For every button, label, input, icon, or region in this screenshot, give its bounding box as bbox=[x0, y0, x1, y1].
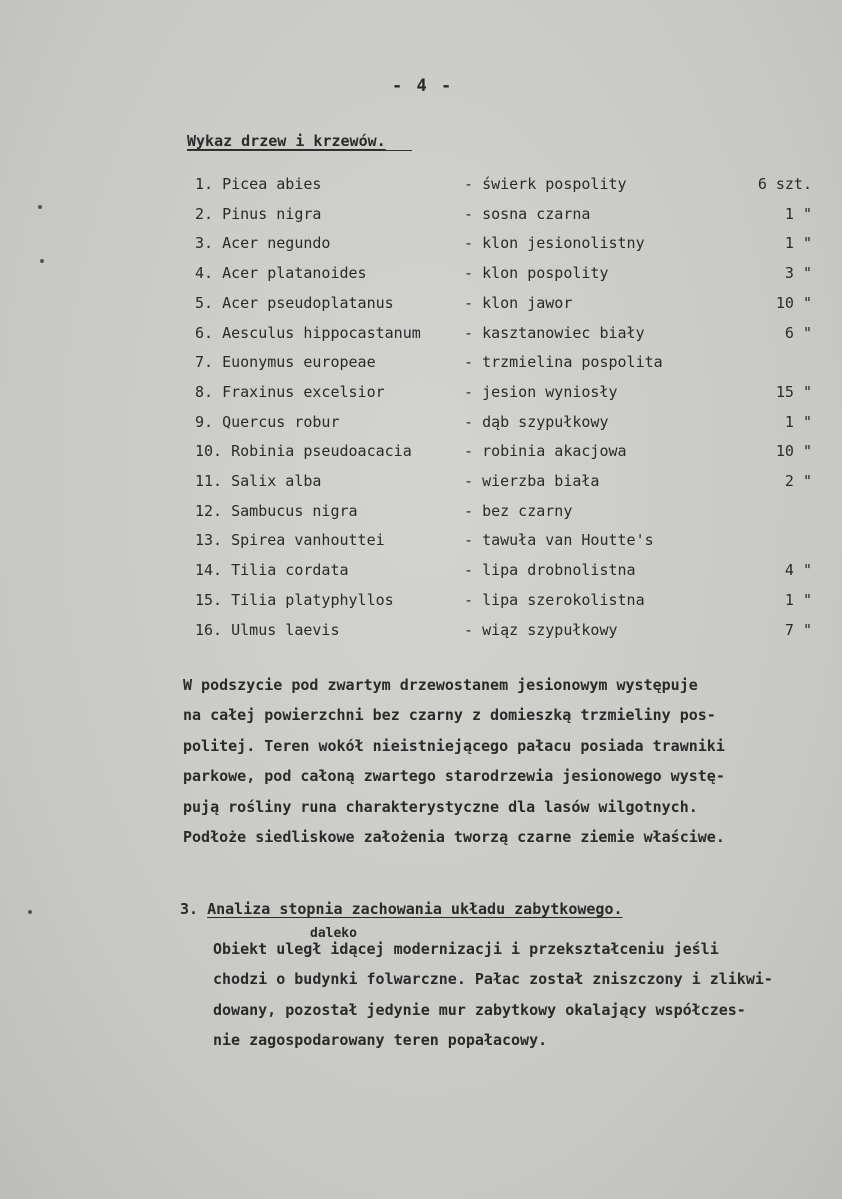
tree-latin-name bbox=[195, 231, 330, 255]
tree-latin-text: Pinus nigra bbox=[222, 204, 322, 223]
tree-count: 10 " bbox=[775, 442, 812, 461]
tree-latin-name bbox=[195, 469, 321, 493]
tree-number: 9. bbox=[195, 412, 214, 431]
trees-list-heading: Wykaz drzew i krzewów. bbox=[187, 132, 412, 151]
tree-row bbox=[0, 410, 842, 434]
tree-number: 14. bbox=[195, 561, 223, 580]
tree-count: 7 " bbox=[784, 620, 812, 639]
tree-polish-text: klon jesionolistny bbox=[482, 234, 645, 253]
tree-number: 2. bbox=[195, 204, 214, 223]
tree-polish-text: klon pospolity bbox=[482, 264, 609, 283]
tree-separator: - bbox=[464, 323, 474, 342]
tree-separator: - bbox=[464, 293, 474, 312]
tree-polish-name bbox=[464, 172, 627, 196]
tree-separator: - bbox=[464, 175, 474, 193]
scan-speck bbox=[38, 205, 42, 209]
tree-row bbox=[0, 558, 842, 582]
tree-separator: - bbox=[464, 620, 474, 639]
tree-latin-text: Tilia cordata bbox=[231, 561, 349, 580]
section-3-heading bbox=[180, 900, 623, 918]
tree-latin-name bbox=[195, 618, 340, 642]
tree-number: 10. bbox=[195, 442, 223, 461]
tree-polish-text: lipa szerokolistna bbox=[482, 590, 645, 609]
tree-row bbox=[0, 528, 842, 552]
tree-count: 2 " bbox=[784, 472, 812, 490]
tree-count: 1 " bbox=[784, 412, 812, 431]
tree-latin-name bbox=[195, 588, 394, 612]
tree-polish-text: wierzba biała bbox=[482, 472, 600, 490]
tree-latin-name bbox=[195, 528, 385, 552]
scan-speck bbox=[40, 259, 44, 263]
tree-row bbox=[0, 350, 842, 374]
paragraph-line: W podszycie pod zwartym drzewostanem jesionowym występuje bbox=[183, 676, 698, 694]
tree-polish-name bbox=[464, 558, 636, 582]
tree-separator: - bbox=[464, 264, 474, 283]
tree-number: 6. bbox=[195, 323, 214, 342]
tree-latin-name bbox=[195, 499, 358, 523]
tree-latin-text: Robinia pseudoacacia bbox=[231, 442, 412, 461]
tree-latin-text: Quercus robur bbox=[222, 412, 340, 431]
tree-latin-name bbox=[195, 380, 385, 404]
tree-separator: - bbox=[464, 353, 474, 372]
paragraph-line: Obiekt uległ idącej modernizacji i przekształceniu jeśli bbox=[213, 940, 719, 958]
tree-count: 1 " bbox=[784, 234, 812, 253]
tree-polish-name bbox=[464, 499, 572, 523]
tree-separator: - bbox=[464, 590, 474, 609]
tree-polish-text: robinia akacjowa bbox=[482, 442, 627, 461]
tree-polish-name bbox=[464, 410, 609, 434]
tree-latin-text: Acer platanoides bbox=[222, 264, 367, 283]
tree-count: 10 " bbox=[775, 293, 812, 312]
tree-latin-text: Acer pseudoplatanus bbox=[222, 293, 394, 312]
tree-polish-text: lipa drobnolistna bbox=[482, 561, 636, 580]
paragraph-line: chodzi o budynki folwarczne. Pałac został zniszczony i zlikwi- bbox=[213, 970, 773, 989]
tree-polish-text: klon jawor bbox=[482, 293, 573, 312]
tree-number: 13. bbox=[195, 531, 223, 550]
tree-separator: - bbox=[464, 442, 474, 461]
tree-polish-name bbox=[464, 291, 572, 315]
tree-row bbox=[0, 202, 842, 226]
tree-count: 15 " bbox=[775, 382, 812, 401]
tree-count: 6 szt. bbox=[757, 175, 812, 193]
tree-latin-name bbox=[195, 202, 321, 226]
tree-separator: - bbox=[464, 472, 474, 490]
page-number: - 4 - bbox=[392, 76, 454, 96]
tree-polish-name bbox=[464, 261, 609, 285]
tree-number: 3. bbox=[195, 234, 214, 253]
tree-latin-text: Tilia platyphyllos bbox=[231, 590, 394, 609]
tree-latin-text: Picea abies bbox=[222, 175, 322, 193]
tree-row bbox=[0, 588, 842, 612]
tree-polish-text: tawuła van Houtte's bbox=[482, 531, 654, 550]
tree-latin-text: Ulmus laevis bbox=[231, 620, 340, 639]
tree-polish-text: bez czarny bbox=[482, 501, 573, 520]
tree-polish-text: świerk pospolity bbox=[482, 175, 627, 193]
undergrowth-paragraph bbox=[183, 670, 808, 852]
tree-latin-name bbox=[195, 410, 340, 434]
tree-count: 1 " bbox=[784, 204, 812, 223]
tree-polish-name bbox=[464, 321, 645, 345]
paragraph-line: parkowe, pod całoną zwartego starodrzewia jesionowego wystę- bbox=[183, 767, 725, 786]
tree-latin-text: Sambucus nigra bbox=[231, 501, 358, 520]
tree-number: 7. bbox=[195, 353, 214, 372]
tree-separator: - bbox=[464, 501, 474, 520]
tree-separator: - bbox=[464, 204, 474, 223]
tree-number: 1. bbox=[195, 175, 214, 193]
tree-latin-text: Fraxinus excelsior bbox=[222, 382, 385, 401]
tree-latin-name bbox=[195, 350, 376, 374]
tree-number: 8. bbox=[195, 382, 214, 401]
tree-number: 15. bbox=[195, 590, 223, 609]
tree-row bbox=[0, 469, 842, 493]
tree-latin-name bbox=[195, 291, 394, 315]
tree-count: 6 " bbox=[784, 323, 812, 342]
tree-row bbox=[0, 261, 842, 285]
tree-polish-name bbox=[464, 231, 645, 255]
tree-count: 3 " bbox=[784, 264, 812, 283]
tree-polish-name bbox=[464, 588, 645, 612]
tree-polish-name bbox=[464, 439, 627, 463]
tree-count: 1 " bbox=[784, 590, 812, 609]
tree-count: 4 " bbox=[784, 561, 812, 580]
tree-number: 16. bbox=[195, 620, 223, 639]
paragraph-line: politej. Teren wokół nieistniejącego pałacu posiada trawniki bbox=[183, 736, 725, 755]
tree-latin-name bbox=[195, 172, 321, 196]
paragraph-line: Podłoże siedliskowe założenia tworzą czarne ziemie właściwe. bbox=[183, 827, 725, 846]
tree-polish-name bbox=[464, 380, 618, 404]
tree-separator: - bbox=[464, 412, 474, 431]
tree-latin-text: Aesculus hippocastanum bbox=[222, 323, 421, 342]
tree-polish-text: kasztanowiec biały bbox=[482, 323, 645, 342]
scan-speck bbox=[28, 910, 32, 914]
paragraph-line: nie zagospodarowany teren popałacowy. bbox=[213, 1031, 548, 1050]
paragraph-line: dowany, pozostał jedynie mur zabytkowy okalający współczes- bbox=[213, 1000, 746, 1019]
tree-row bbox=[0, 321, 842, 345]
tree-separator: - bbox=[464, 561, 474, 580]
tree-separator: - bbox=[464, 382, 474, 401]
tree-number: 11. bbox=[195, 472, 223, 490]
tree-number: 12. bbox=[195, 501, 223, 520]
tree-latin-name bbox=[195, 558, 349, 582]
tree-polish-name bbox=[464, 202, 590, 226]
tree-separator: - bbox=[464, 234, 474, 253]
tree-row bbox=[0, 499, 842, 523]
tree-latin-text: Salix alba bbox=[231, 472, 322, 490]
section-3-paragraph bbox=[213, 934, 813, 1056]
tree-polish-text: jesion wyniosły bbox=[482, 382, 618, 401]
tree-number: 5. bbox=[195, 293, 214, 312]
paragraph-line: na całej powierzchni bez czarny z domieszką trzmieliny pos- bbox=[183, 706, 716, 725]
tree-latin-name bbox=[195, 321, 421, 345]
tree-polish-text: trzmielina pospolita bbox=[482, 353, 663, 372]
tree-polish-name bbox=[464, 350, 663, 374]
tree-latin-name bbox=[195, 261, 367, 285]
tree-polish-text: dąb szypułkowy bbox=[482, 412, 609, 431]
handwritten-insert: daleko bbox=[310, 926, 357, 941]
tree-polish-name bbox=[464, 469, 599, 493]
tree-polish-text: sosna czarna bbox=[482, 204, 591, 223]
tree-latin-text: Euonymus europeae bbox=[222, 353, 376, 372]
tree-latin-text: Acer negundo bbox=[222, 234, 331, 253]
tree-row bbox=[0, 439, 842, 463]
tree-row bbox=[0, 172, 842, 196]
tree-latin-name bbox=[195, 439, 412, 463]
tree-row bbox=[0, 618, 842, 642]
tree-row bbox=[0, 231, 842, 255]
tree-number: 4. bbox=[195, 264, 214, 283]
tree-latin-text: Spirea vanhouttei bbox=[231, 531, 385, 550]
tree-separator: - bbox=[464, 531, 474, 550]
tree-polish-text: wiąz szypułkowy bbox=[482, 620, 618, 639]
tree-row bbox=[0, 380, 842, 404]
section-3-number: 3. bbox=[180, 900, 199, 918]
tree-row bbox=[0, 291, 842, 315]
tree-polish-name bbox=[464, 618, 618, 642]
paragraph-line: pują rośliny runa charakterystyczne dla lasów wilgotnych. bbox=[183, 797, 698, 816]
section-3-title: Analiza stopnia zachowania układu zabytkowego. bbox=[207, 900, 623, 918]
tree-polish-name bbox=[464, 528, 654, 552]
